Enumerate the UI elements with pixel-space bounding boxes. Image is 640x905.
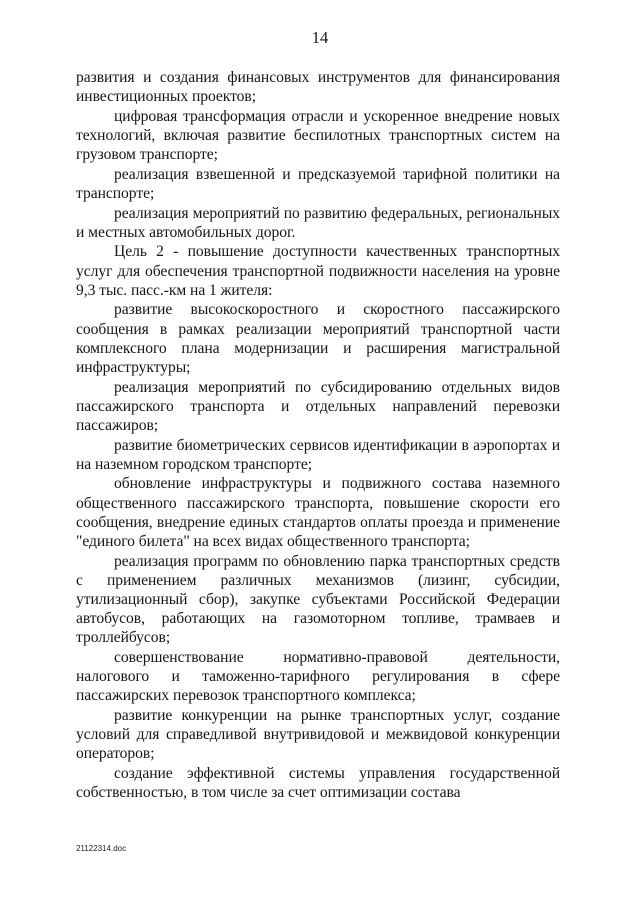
- paragraph-7: реализация мероприятий по субсидированию отдельных видов пассажирского транспорта и отдельных направлений перевозки пассажиров;: [76, 378, 560, 434]
- paragraph-8: развитие биометрических сервисов идентификации в аэропортах и на наземном городском транспорте;: [76, 436, 560, 473]
- paragraph-12: развитие конкуренции на рынке транспортных услуг, создание условий для справедливой внутривидовой и межвидовой конкуренции операторов;: [76, 707, 560, 763]
- paragraph-2: цифровая трансформация отрасли и ускоренное внедрение новых технологий, включая развитие беспилотных транспортных систем на грузовом транспорте;: [76, 107, 560, 164]
- paragraph-11: совершенствование нормативно-правовой деятельности, налогового и таможенно-тарифного регулирования в сфере пассажирских перевозок транспортного комплекса;: [76, 649, 560, 705]
- paragraph-10: реализация программ по обновлению парка транспортных средств с применением различных механизмов (лизинг, субсидии, утилизационный сбор), закупке субъектами Российской Федерации автобусов, работающих на газомоторном топливе, трамваев и троллейбусов;: [76, 552, 560, 647]
- paragraph-4: реализация мероприятий по развитию федеральных, региональных и местных автомобильных дорог.: [76, 204, 560, 241]
- paragraph-1: развития и создания финансовых инструментов для финансирования инвестиционных проектов;: [76, 69, 560, 106]
- paragraph-3: реализация взвешенной и предсказуемой тарифной политики на транспорте;: [76, 165, 560, 202]
- goal-2-heading: Цель 2 - повышение доступности качественных транспортных услуг для обеспечения транспортной подвижности населения на уровне 9,3 тыс. пасс.-км на 1 жителя:: [76, 243, 560, 299]
- paragraph-6: развитие высокоскоростного и скоростного пассажирского сообщения в рамках реализации мероприятий транспортной части комплексного плана модернизации и расширения магистральной инфраструктуры;: [76, 301, 560, 376]
- document-body: [76, 68, 560, 802]
- paragraph-13: создание эффективной системы управления государственной собственностью, в том числе за счет оптимизации состава: [76, 765, 560, 802]
- page-number: 14: [311, 28, 329, 47]
- document-filename: 21122314.doc: [76, 844, 127, 853]
- paragraph-9: обновление инфраструктуры и подвижного состава наземного общественного пассажирского транспорта, повышение скорости его сообщения, внедрение единых стандартов оплаты проезда и применение "единого билета" на всех видах общественного транспорта;: [76, 475, 560, 550]
